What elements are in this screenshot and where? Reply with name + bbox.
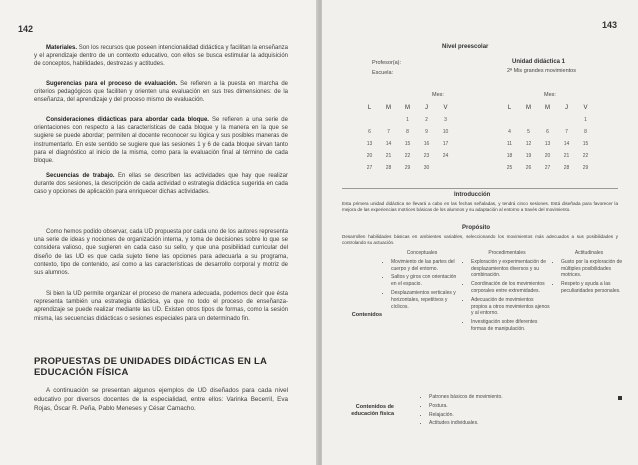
list-item: • Desplazamientos verticales y horizontales, repetitivos y cíclicos. xyxy=(391,290,460,310)
calendar-cell: 4 xyxy=(508,129,511,135)
calendar-cell: 22 xyxy=(582,153,589,159)
calendar-cell: 7 xyxy=(387,129,390,135)
month-label-left: Mes: xyxy=(432,92,444,98)
unit-title: Unidad didáctica 1 xyxy=(512,59,566,65)
month-label-right: Mes: xyxy=(544,92,556,98)
calendar-day-header: J xyxy=(425,105,428,111)
list-item: • Respeto y ayuda a las peculiaridades personales. xyxy=(561,281,624,295)
calendar-cell: 13 xyxy=(544,141,551,147)
column-header: Actitudinales xyxy=(574,250,604,256)
paragraph-secuencias: Secuencias de trabajo. En ellas se describen las actividades que hay que realizar durante dos sesiones, la descripción de cada actividad o estrategia didáctica sugerida en cada caso y opciones de aplicación para enriquecer dichas actividades. xyxy=(34,173,288,196)
calendar-cell: 15 xyxy=(582,141,589,147)
calendar-cell: 2 xyxy=(425,117,428,123)
calendar-cell: 28 xyxy=(385,165,392,171)
calendar-cell: 6 xyxy=(368,129,371,135)
level-title: Nivel preescolar xyxy=(442,44,489,50)
calendar-cell: 27 xyxy=(544,165,551,171)
calendar-cell: 21 xyxy=(563,153,570,159)
calendar-cell: 5 xyxy=(527,129,530,135)
calendar-cell xyxy=(557,114,576,126)
pe-contents-label: Contenidos de educación física xyxy=(351,404,394,417)
calendar-cell: 17 xyxy=(442,141,449,147)
calendar-cell: 1 xyxy=(406,117,409,123)
calendar-cell: 29 xyxy=(404,165,411,171)
calendar-day-header: L xyxy=(367,105,372,111)
calendar-day-header: M xyxy=(405,105,410,111)
calendar-cell: 29 xyxy=(582,165,589,171)
paragraph-lead: Secuencias de trabajo. xyxy=(46,173,115,179)
pe-contents-list xyxy=(422,394,562,429)
calendar-left xyxy=(360,102,455,174)
calendar-cell: 25 xyxy=(506,165,513,171)
calendar-day-header: J xyxy=(565,105,568,111)
list-item: • Saltos y giros con orientación en el espacio. xyxy=(391,274,460,288)
column-actitudinales xyxy=(554,250,624,297)
paragraph-lead: Materiales. xyxy=(46,45,78,51)
list-item: • Exploración y experimentación de desplazamientos diversos y su combinación. xyxy=(471,259,550,279)
list-item: • Gusto por la exploración de múltiples posibilidades motrices. xyxy=(561,259,624,279)
calendar-cell: 15 xyxy=(404,141,411,147)
list-item: • Patrones básicos de movimiento. xyxy=(429,394,562,401)
calendar-cell xyxy=(500,114,519,126)
page-number-right: 143 xyxy=(602,20,618,30)
calendar-cell: 14 xyxy=(563,141,570,147)
calendar-cell: 21 xyxy=(385,153,392,159)
purpose-title: Propósito xyxy=(462,225,490,231)
paragraph-lead: Consideraciones didácticas para abordar cada bloque. xyxy=(46,117,209,123)
list-item: • Movimiento de las partes del cuerpo y del entorno. xyxy=(391,259,460,273)
calendar-cell: 27 xyxy=(366,165,373,171)
paragraph-materiales: Materiales. Son los recursos que poseen intencionalidad didáctica y facilitan la enseñanza y el aprendizaje dentro de un contexto educativo, con ellos se busca estimular la adquisición de conceptos, habilidades, destrezas y actitudes. xyxy=(34,45,288,68)
paragraph-consideraciones: Consideraciones didácticas para abordar cada bloque. Se refieren a una serie de orientaciones con respecto a las características de cada bloque y la manera en la que se sugiere se puede abordar; permiten al docente reconocer su lógica y sus posibles maneras de instrumentarlo. En este sentido se sugiere que las sesiones 1 y 6 de cada bloque sirvan tanto para el diagnóstico al inicio de la misma, como para la evaluación final al término de cada bloque. xyxy=(34,117,288,165)
introduction-title: Introducción xyxy=(454,192,491,198)
list-item: • Relajación. xyxy=(429,412,562,419)
paragraph-como-hemos: Como hemos podido observar, cada UD propuesta por cada uno de los autores representa una serie de ideas y nociones de organización interna, y toma de decisiones sobre lo que se considera valioso, que sugieren en cada caso su sello, y que una posibilidad curricular del diseño de las UD es que cada sujeto tiene las opciones para adecuarla a su programa, contexto, tipo de contenido, así como a las características de desarrollo corporal y motriz de sus alumnos. xyxy=(34,229,288,277)
calendar-cell: 8 xyxy=(584,129,587,135)
list-item: • Coordinación de los movimientos corporales entre extremidades. xyxy=(471,281,550,295)
calendar-cell: 22 xyxy=(404,153,411,159)
calendar-cell: 16 xyxy=(423,141,430,147)
calendar-cell: 3 xyxy=(444,117,447,123)
calendar-cell: 6 xyxy=(546,129,549,135)
paragraph-lead: Sugerencias para el proceso de evaluación. xyxy=(46,81,178,87)
calendar-cell: 20 xyxy=(544,153,551,159)
registration-mark xyxy=(618,396,622,400)
calendar-cell xyxy=(519,114,538,126)
calendar-cell: 19 xyxy=(525,153,532,159)
column-conceptuales xyxy=(384,250,460,312)
escuela-label: Escuela: xyxy=(372,70,394,76)
profesor-label: Profesor(a): xyxy=(372,60,402,66)
column-header: Conceptuales xyxy=(406,250,438,256)
calendar-cell: 18 xyxy=(506,153,513,159)
calendar-cell: 20 xyxy=(366,153,373,159)
calendar-cell: 7 xyxy=(565,129,568,135)
calendar-cell: 23 xyxy=(423,153,430,159)
calendar-cell: 24 xyxy=(442,153,449,159)
paragraph-evaluacion: Sugerencias para el proceso de evaluación. Se refieren a la puesta en marcha de criterios pedagógicos que faciliten y orienten una evaluación en sus tres dimensiones: de la enseñanza, del aprendizaje y del proceso mismo de evaluación. xyxy=(34,81,288,104)
list-item: • Investigación sobre diferentes formas de manipulación. xyxy=(471,319,550,333)
purpose-text: Desarrollen habilidades básicas en ambientes variables, seleccionando los movimientos más adecuados a sus posibilidades y controlando su actuación. xyxy=(342,234,618,245)
calendar-day-header: V xyxy=(583,105,588,111)
contents-label: Contenidos xyxy=(351,312,382,318)
calendar-day-header: V xyxy=(443,105,448,111)
calendar-cell: 1 xyxy=(584,117,587,123)
calendar-cell xyxy=(436,162,455,174)
calendar-right xyxy=(500,102,595,174)
unit-subtitle: 2ª Mis grandes movimientos xyxy=(507,68,576,74)
calendar-day-header: M xyxy=(386,105,391,111)
right-page xyxy=(322,0,638,465)
column-procedimentales xyxy=(464,250,550,335)
calendar-cell xyxy=(538,114,557,126)
calendar-day-header: M xyxy=(545,105,550,111)
calendar-cell: 10 xyxy=(442,129,449,135)
paragraph-closing: A continuación se presentan algunos ejemplos de UD diseñados para cada nivel educativo por diversos docentes de la especialidad, entre ellos: Varinka Becerril, Eva Rojas, Óscar R. Peña, Pablo Meneses y César Camacho. xyxy=(34,387,288,412)
paragraph-si-bien: Si bien la UD permite organizar el proceso de manera adecuada, podemos decir que ésta representa también una estrategia didáctica, ya que no todo el proceso de enseñanza-aprendizaje se puede realizar mediante las UD. Existen otros tipos de formas, como la sesión misma, las secuencias didácticas o sesiones especiales para un determinado fin. xyxy=(34,291,288,322)
list-item: • Adecuación de movimientos propios a otros movimientos ajenos y al entorno. xyxy=(471,297,550,317)
calendar-cell: 8 xyxy=(406,129,409,135)
calendar-day-header: M xyxy=(526,105,531,111)
calendar-cell: 13 xyxy=(366,141,373,147)
column-header: Procedimentales xyxy=(488,250,526,256)
calendar-cell: 28 xyxy=(563,165,570,171)
section-heading: PROPUESTAS DE UNIDADES DIDÁCTICAS EN LA EDUCACIÓN FÍSICA xyxy=(34,356,267,378)
calendar-cell: 9 xyxy=(425,129,428,135)
calendar-cell: 14 xyxy=(385,141,392,147)
calendar-cell: 12 xyxy=(525,141,532,147)
page-number-left: 142 xyxy=(18,24,34,34)
calendar-cell: 11 xyxy=(506,141,513,147)
left-page xyxy=(0,0,318,465)
section-divider xyxy=(342,188,618,189)
calendar-cell xyxy=(360,114,379,126)
list-item: • Postura. xyxy=(429,403,562,410)
introduction-text: Esta primera unidad didáctica se llevará a cabo en las fechas señaladas, y tendrá cinco sesiones. Está diseñada para favorecer la mejora de las experiencias motrices básicas de los alumnos y su adaptación al entorno a través del movimiento. xyxy=(342,201,618,212)
calendar-cell: 26 xyxy=(525,165,532,171)
list-item: • Actitudes individuales. xyxy=(429,420,562,427)
calendar-cell: 30 xyxy=(423,165,430,171)
calendar-day-header: L xyxy=(507,105,512,111)
calendar-cell xyxy=(379,114,398,126)
